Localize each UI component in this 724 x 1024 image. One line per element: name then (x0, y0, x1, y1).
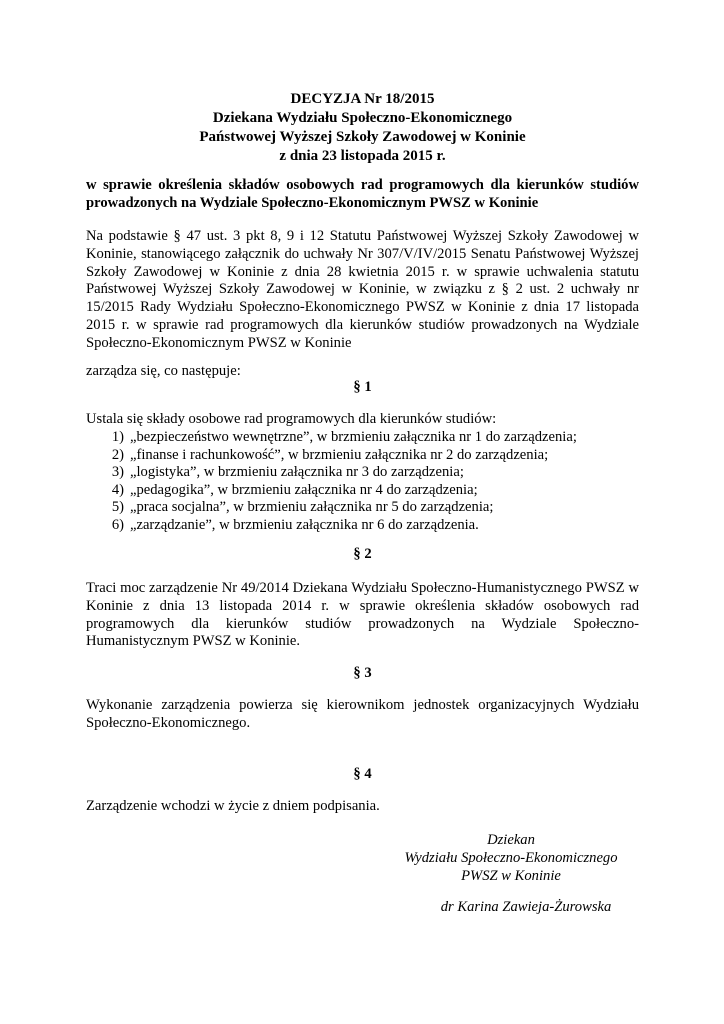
list-item-text: „logistyka”, w brzmieniu załącznika nr 3 do zarządzenia; (130, 464, 464, 481)
list-item-text: „bezpieczeństwo wewnętrzne”, w brzmieniu załącznika nr 1 do zarządzenia; (130, 429, 577, 445)
signature-block (366, 831, 656, 885)
list-item (86, 517, 639, 535)
section-4-heading: § 4 (353, 766, 372, 782)
list-item-number: 1) (111, 429, 124, 445)
section-1-heading: § 1 (353, 379, 372, 395)
list-item-text: „finanse i rachunkowość”, w brzmieniu załącznika nr 2 do zarządzenia; (130, 446, 549, 463)
programs-list (86, 429, 639, 535)
signature-role: Dziekan (487, 832, 535, 848)
signatory-name: dr Karina Zawieja-Żurowska (440, 899, 612, 915)
list-item-text: „zarządzanie”, w brzmieniu załącznika nr 6 do zarządzenia. (130, 516, 479, 533)
list-item (86, 447, 639, 465)
list-item (86, 429, 639, 447)
signature-faculty: Wydziału Społeczno-Ekonomicznego (404, 850, 618, 866)
section-1-intro: Ustala się składy osobowe rad programowych dla kierunków studiów: (86, 411, 497, 427)
document-page (86, 0, 639, 1024)
title-line-dean: Dziekana Wydziału Społeczno-Ekonomicznego (212, 110, 513, 126)
list-item (86, 482, 639, 500)
section-3-heading: § 3 (353, 665, 372, 681)
list-item-number: 6) (111, 516, 124, 533)
list-item-text: „praca socjalna”, w brzmieniu załącznika nr 5 do zarządzenia; (130, 499, 494, 516)
list-item (86, 499, 639, 517)
ordering-phrase: zarządza się, co następuje: (86, 363, 241, 379)
title-line-decision-number: DECYZJA Nr 18/2015 (290, 91, 435, 107)
title-line-date: z dnia 23 listopada 2015 r. (279, 148, 446, 164)
section-3-text: Wykonanie zarządzenia powierza się kierownikom jednostek organizacyjnych Wydziału Społeczno-Ekonomicznego. (86, 697, 639, 731)
list-item-number: 3) (111, 464, 124, 481)
section-2-text: Traci moc zarządzenie Nr 49/2014 Dziekana Wydziału Społeczno-Humanistycznego PWSZ w Koninie z dnia 13 listopada 2014 r. w sprawie określenia składów osobowych rad programowych dla kierunków studiów prowadzonych na Wydziale Społeczno-Humanistycznym PWSZ w Koninie. (86, 580, 639, 650)
list-item (86, 464, 639, 482)
document-title (86, 90, 639, 166)
section-4-text: Zarządzenie wchodzi w życie z dniem podpisania. (86, 798, 380, 814)
signature-institution: PWSZ w Koninie (461, 868, 561, 884)
list-item-number: 2) (111, 446, 124, 463)
title-line-school: Państwowej Wyższej Szkoły Zawodowej w Koninie (199, 129, 526, 145)
list-item-number: 4) (111, 481, 124, 498)
section-2-heading: § 2 (353, 546, 372, 562)
legal-basis-paragraph: Na podstawie § 47 ust. 3 pkt 8, 9 i 12 Statutu Państwowej Wyższej Szkoły Zawodowej w Koninie, stanowiącego załącznik do uchwały Nr 307/V/IV/2015 Senatu Państwowej Wyższej Szkoły Zawodowej w Koninie z dnia 28 kwietnia 2015 r. w sprawie uchwalenia statutu Państwowej Wyższej Szkoły Zawodowej w Koninie, w związku z § 2 ust. 2 uchwały nr 15/2015 Rady Wydziału Społeczno-Ekonomicznego PWSZ w Koninie z dnia 17 listopada 2015 r. w sprawie rad programowych dla kierunków studiów prowadzonych na Wydziale Społeczno-Ekonomicznym PWSZ w Koninie (86, 228, 639, 351)
list-item-text: „pedagogika”, w brzmieniu załącznika nr 4 do zarządzenia; (130, 481, 478, 498)
document-subject: w sprawie określenia składów osobowych rad programowych dla kierunków studiów prowadzonych na Wydziale Społeczno-Ekonomicznym PWSZ w Koninie (86, 177, 639, 211)
list-item-number: 5) (111, 499, 124, 516)
